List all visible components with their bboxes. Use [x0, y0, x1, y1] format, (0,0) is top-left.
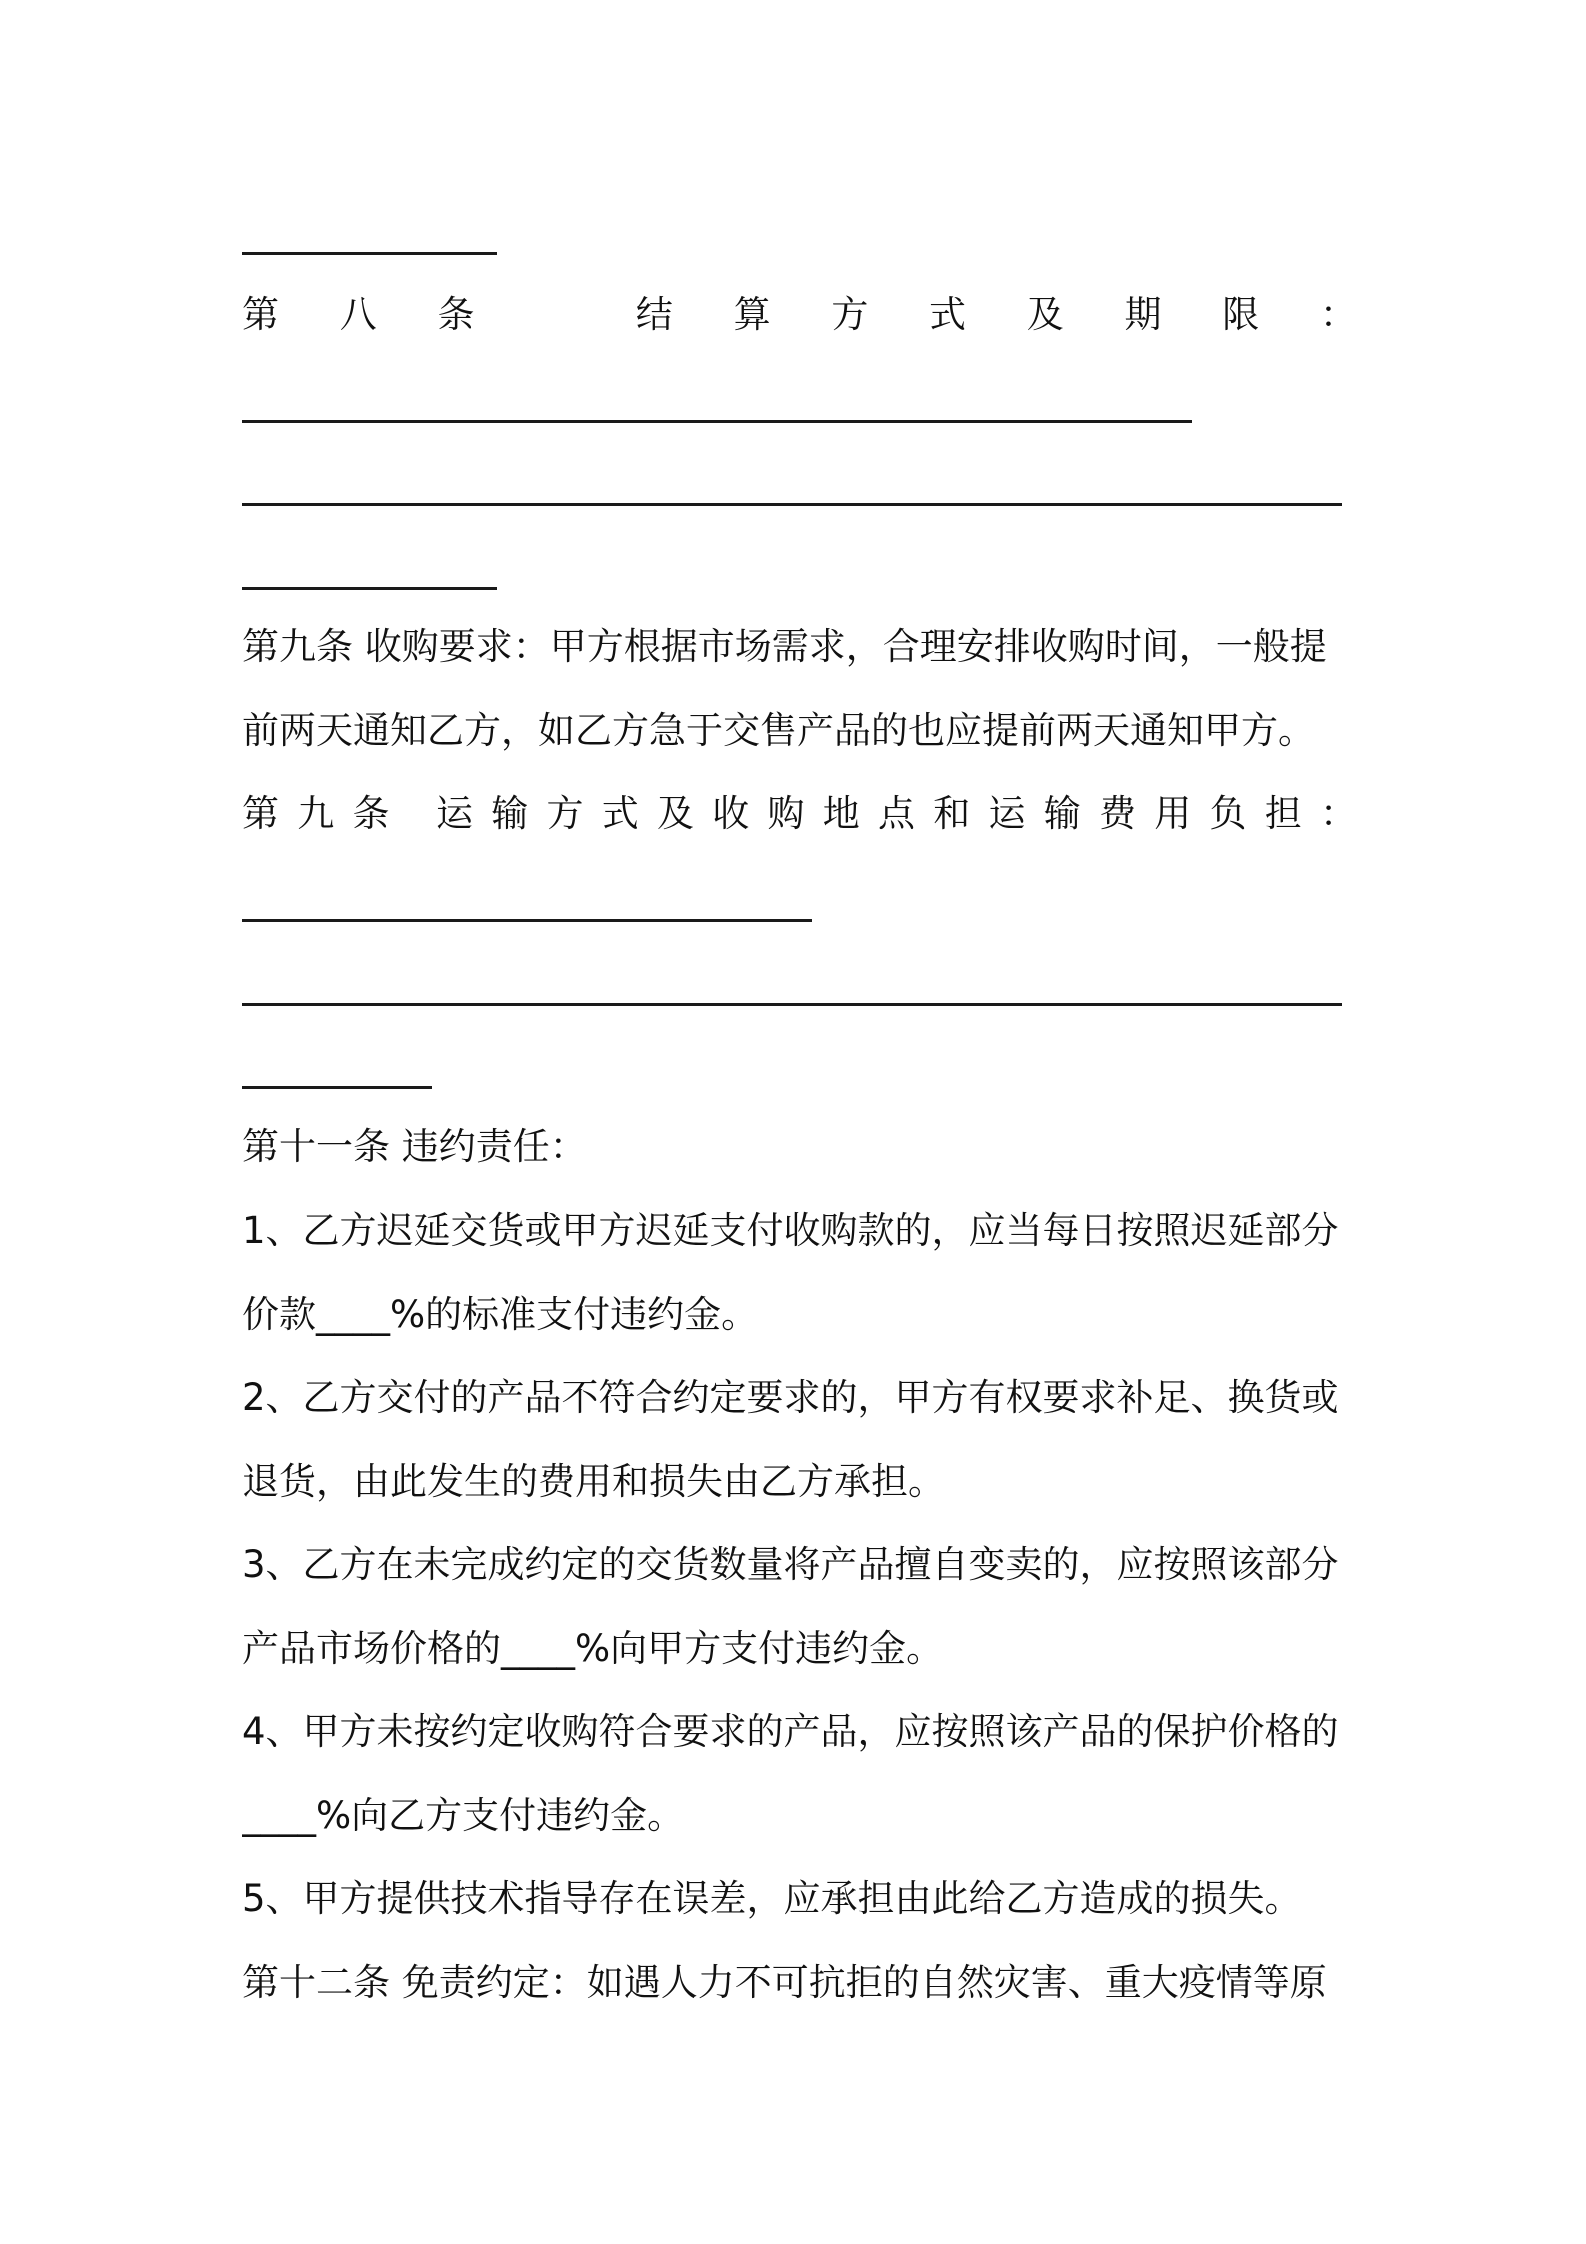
article-8-heading [242, 290, 1357, 340]
article-9-purchase-line2: 前两天通知乙方，如乙方急于交售产品的也应提前两天通知甲方。 [242, 709, 1315, 752]
article-9-purchase-line1: 第九条 收购要求：甲方根据市场需求，合理安排收购时间，一般提 [242, 625, 1327, 668]
heading-char: 限 [1222, 293, 1260, 336]
article-11-heading: 第十一条 违约责任： [242, 1125, 587, 1168]
heading-char: 第 [242, 293, 279, 336]
blank-fill-line [242, 919, 812, 922]
article-11-item-4-line2: ____%向乙方支付违约金。 [242, 1794, 685, 1837]
article-9-transport-heading [242, 789, 1357, 839]
heading-char: 式 [929, 293, 967, 336]
heading-char: 及 [657, 792, 694, 835]
article-11-item-3-line1: 3、乙方在未完成约定的交货数量将产品擅自变卖的，应按照该部分 [242, 1543, 1339, 1586]
heading-char: 运 [436, 792, 473, 835]
heading-char: 方 [831, 293, 869, 336]
article-11-item-1-line2: 价款____%的标准支付违约金。 [242, 1293, 759, 1336]
blank-fill-line [242, 587, 497, 590]
article-11-item-2-line2: 退货，由此发生的费用和损失由乙方承担。 [242, 1460, 945, 1503]
heading-char: 费 [1099, 792, 1136, 835]
article-11-item-2-line1: 2、乙方交付的产品不符合约定要求的，甲方有权要求补足、换货或 [242, 1376, 1339, 1419]
heading-char: 及 [1026, 293, 1064, 336]
heading-char: 收 [712, 792, 750, 835]
blank-fill-line [242, 420, 1192, 423]
heading-char: 八 [339, 293, 377, 336]
heading-char: 算 [733, 293, 771, 336]
heading-char: 和 [933, 792, 971, 835]
heading-char: 点 [878, 792, 915, 835]
article-11-item-4-line1: 4、甲方未按约定收购符合要求的产品，应按照该产品的保护价格的 [242, 1710, 1339, 1753]
article-11-item-3-line2: 产品市场价格的____%向甲方支付违约金。 [242, 1627, 944, 1670]
article-11-item-5-line1: 5、甲方提供技术指导存在误差，应承担由此给乙方造成的损失。 [242, 1877, 1302, 1920]
heading-char: 用 [1154, 792, 1192, 835]
heading-char: 条 [437, 293, 475, 336]
article-12-line1: 第十二条 免责约定：如遇人力不可抗拒的自然灾害、重大疫情等原 [242, 1961, 1327, 2004]
blank-fill-line [242, 503, 1342, 506]
heading-char: 方 [546, 792, 584, 835]
blank-fill-line [242, 1086, 432, 1089]
heading-char: 担 [1264, 792, 1302, 835]
heading-char: 地 [822, 792, 860, 835]
blank-fill-line [242, 1003, 1342, 1006]
heading-char: 结 [635, 293, 673, 336]
heading-char: 条 [352, 792, 390, 835]
heading-char: ： [1320, 792, 1357, 835]
heading-char: 式 [601, 792, 639, 835]
heading-char: ： [1319, 293, 1357, 336]
heading-char: 期 [1124, 293, 1162, 336]
heading-char: 输 [1043, 792, 1081, 835]
heading-char: 九 [297, 792, 335, 835]
heading-char: 第 [242, 792, 279, 835]
article-11-item-1-line1: 1、乙方迟延交货或甲方迟延支付收购款的，应当每日按照迟延部分 [242, 1209, 1339, 1252]
heading-char: 购 [767, 792, 805, 835]
heading-char: 运 [988, 792, 1026, 835]
heading-char: 输 [491, 792, 529, 835]
heading-char: 负 [1209, 792, 1247, 835]
blank-fill-line [242, 252, 497, 255]
